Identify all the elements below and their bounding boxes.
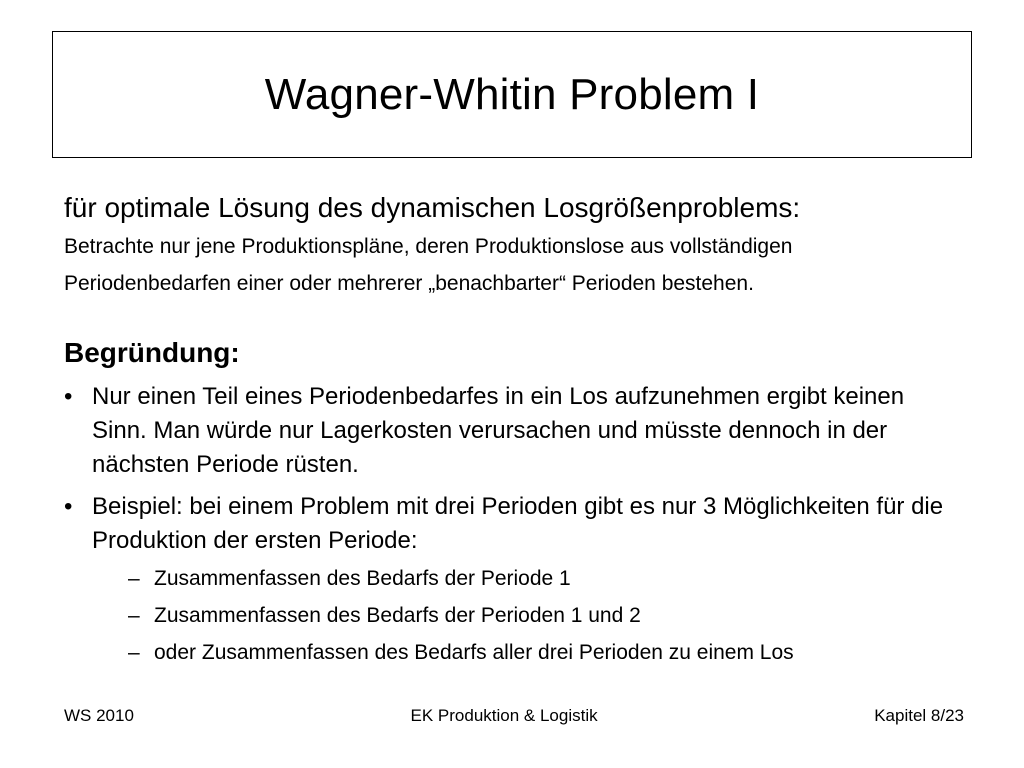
dash-marker: – <box>128 567 140 590</box>
bullet-text: Nur einen Teil eines Periodenbedarfes in ein Los aufzunehmen ergibt keinen Sinn. Man würde nur Lagerkosten verursachen und müsste dennoch in der nächsten Periode rüsten. <box>92 383 905 478</box>
intro-line-2: Periodenbedarfen einer oder mehrerer „benachbarter“ Perioden bestehen. <box>64 272 754 295</box>
bullet-item <box>64 490 964 671</box>
section-heading: Begründung: <box>64 337 240 368</box>
sub-bullet-item <box>92 634 964 671</box>
footer-course: EK Produktion & Logistik <box>410 706 598 725</box>
sub-bullet-text: oder Zusammenfassen des Bedarfs aller drei Perioden zu einem Los <box>154 641 794 664</box>
intro-line-1: Betrachte nur jene Produktionspläne, deren Produktionslose aus vollständigen <box>64 235 793 258</box>
footer-semester: WS 2010 <box>64 706 134 725</box>
bullet-text: Beispiel: bei einem Problem mit drei Perioden gibt es nur 3 Möglichkeiten für die Produktion der ersten Periode: <box>92 493 944 554</box>
sub-bullet-text: Zusammenfassen des Bedarfs der Periode 1 <box>154 567 571 590</box>
slide-title: Wagner-Whitin Problem I <box>264 69 760 119</box>
intro-lead: für optimale Lösung des dynamischen Losgrößenproblems: <box>64 192 801 223</box>
bullet-marker: • <box>64 383 73 410</box>
dash-marker: – <box>128 604 140 627</box>
dash-marker: – <box>128 641 140 664</box>
intro-block <box>64 188 984 302</box>
sub-bullet-item <box>92 597 964 634</box>
bullet-list <box>64 380 964 679</box>
bullet-marker: • <box>64 493 73 520</box>
sub-bullet-item <box>92 560 964 597</box>
sub-bullet-text: Zusammenfassen des Bedarfs der Perioden 1 und 2 <box>154 604 641 627</box>
sub-bullet-list <box>92 560 964 671</box>
bullet-item <box>64 380 964 482</box>
slide-footer <box>64 706 964 726</box>
footer-page: Kapitel 8/23 <box>874 706 964 725</box>
title-frame <box>52 31 972 158</box>
